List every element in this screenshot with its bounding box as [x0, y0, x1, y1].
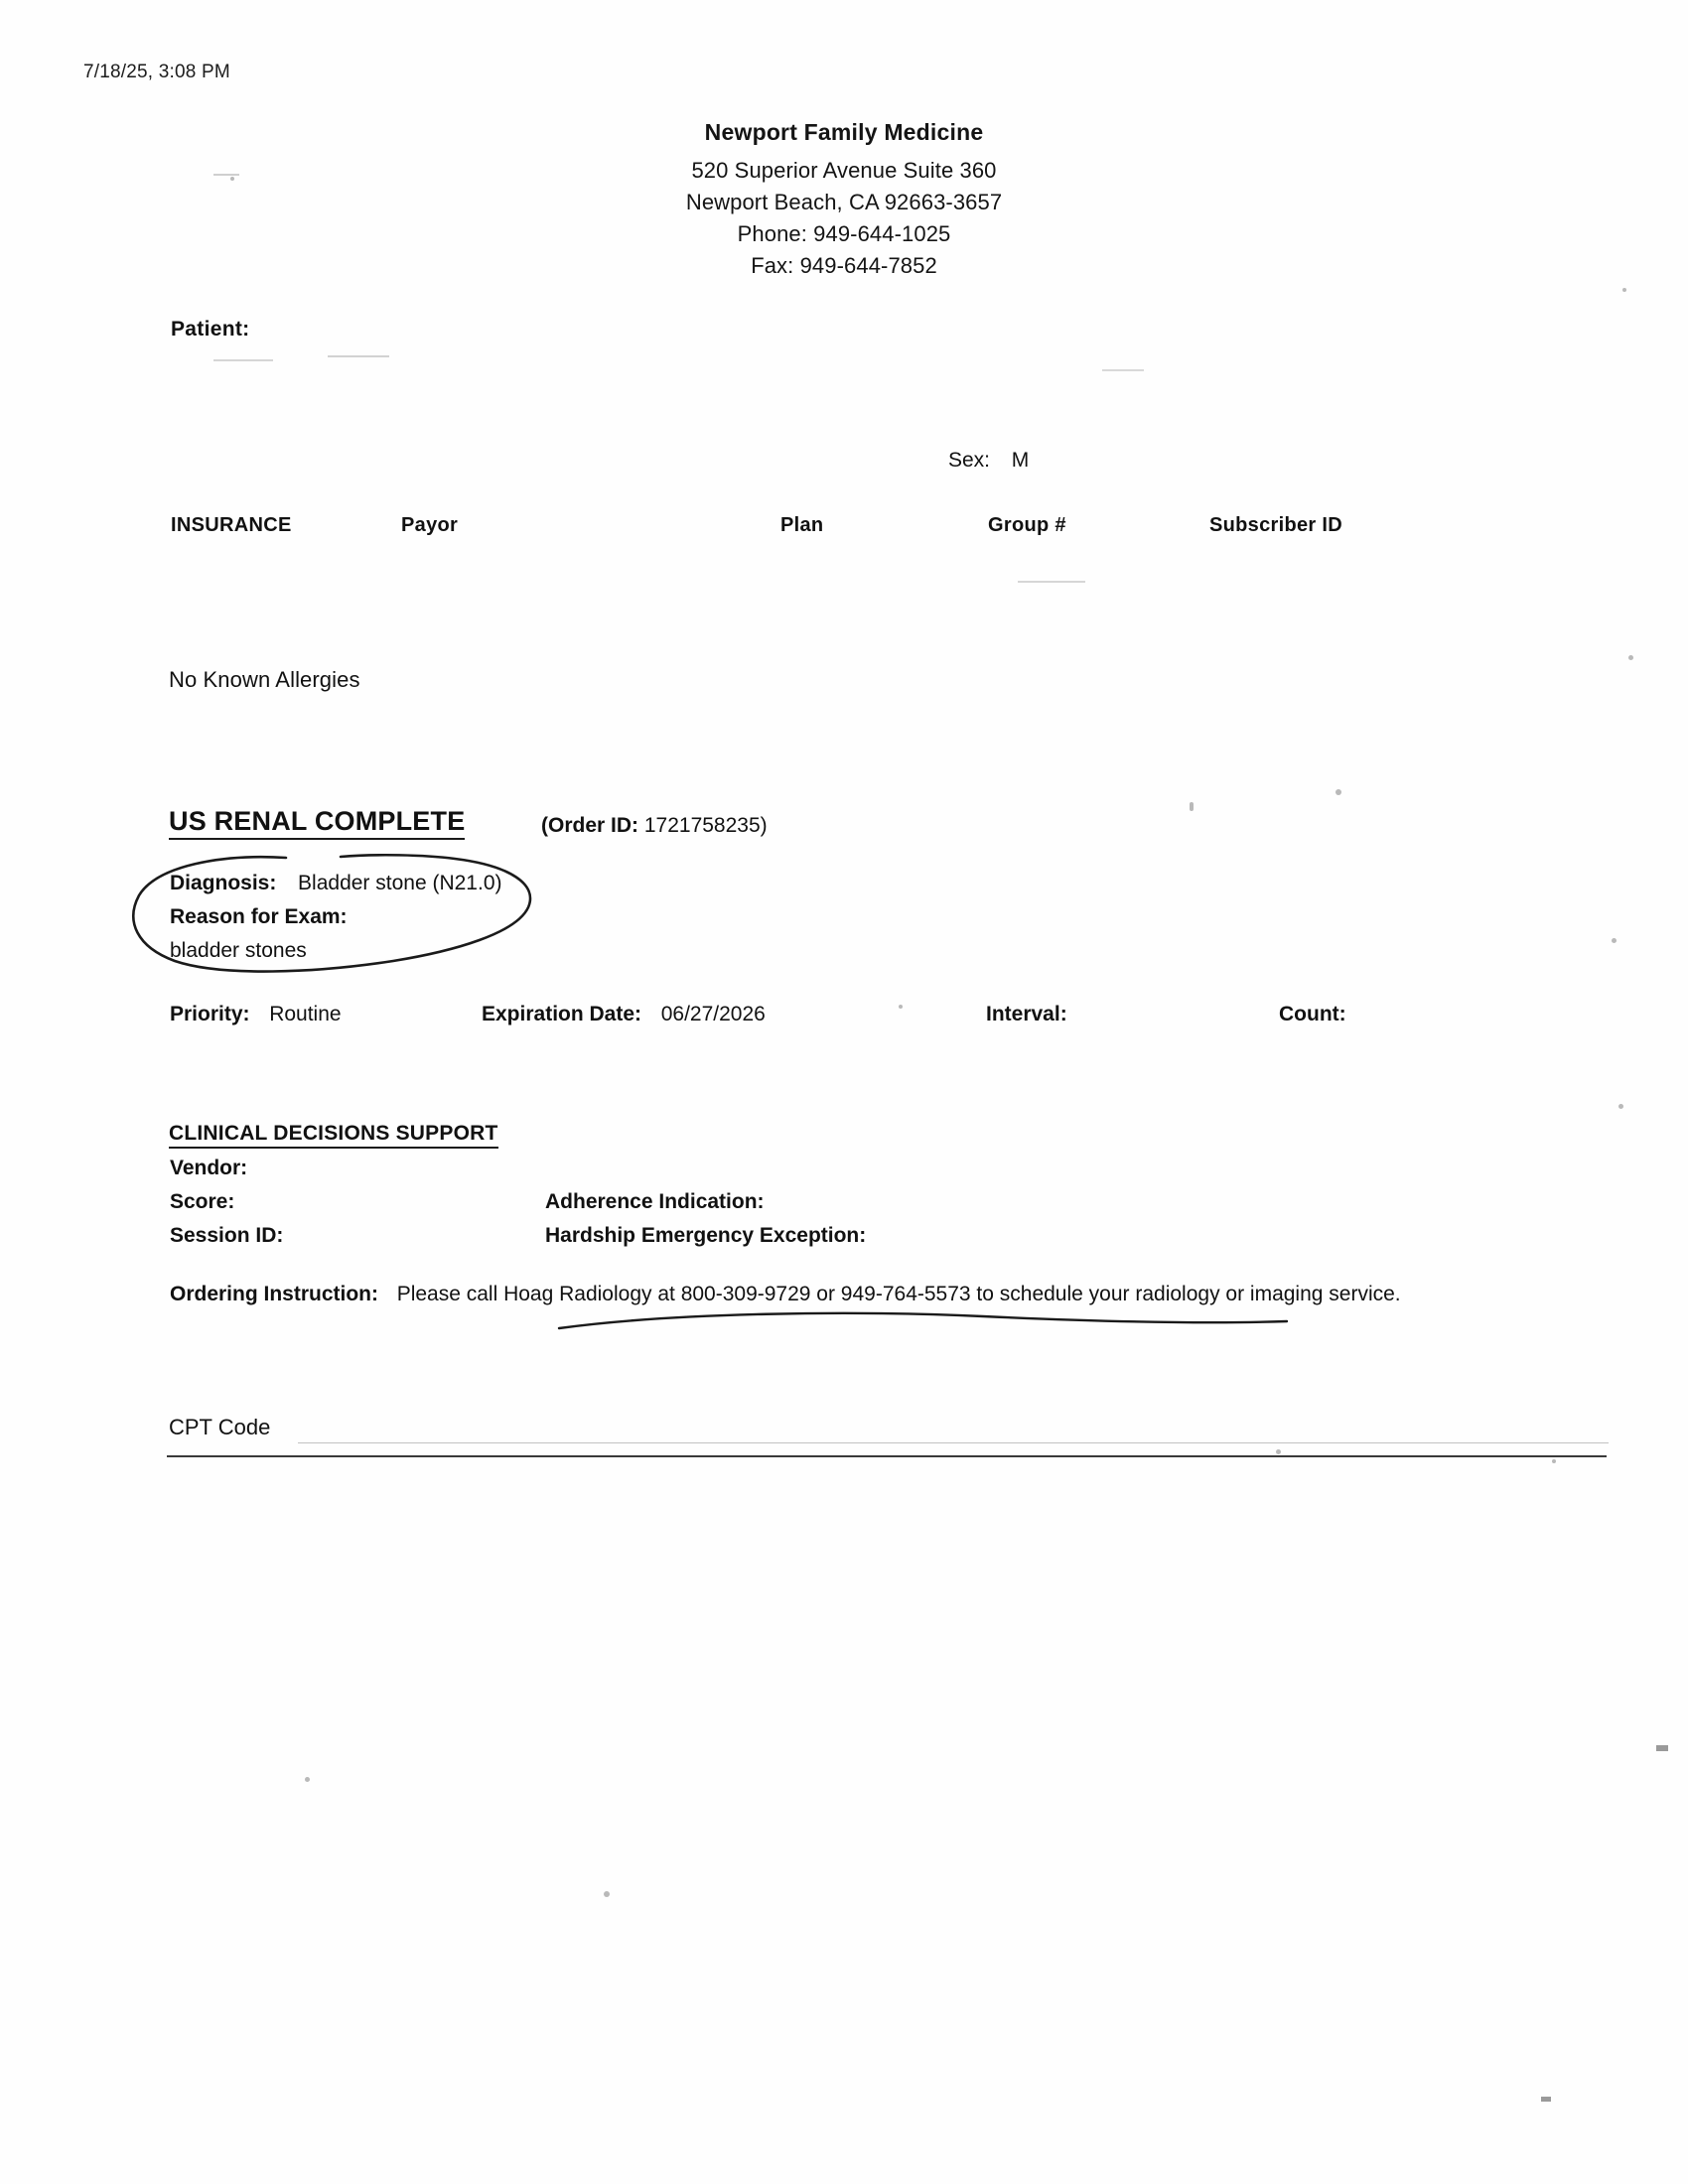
expiration-date-label: Expiration Date:	[482, 1003, 642, 1025]
scan-speck	[604, 1891, 610, 1897]
insurance-column-group: Group #	[988, 514, 1066, 536]
cds-session-id-label: Session ID:	[170, 1224, 284, 1247]
insurance-column-payor: Payor	[401, 514, 459, 536]
ordering-instruction-text: Please call Hoag Radiology at 800-309-9729 or 949-764-5573 to schedule your radiology or imaging service.	[396, 1283, 1401, 1305]
scan-speck	[1618, 1104, 1623, 1109]
patient-sex	[948, 449, 1029, 473]
scan-speck	[1612, 938, 1617, 943]
reason-for-exam-value: bladder stones	[170, 939, 307, 962]
patient-label: Patient:	[171, 318, 250, 341]
scan-speck	[1622, 288, 1626, 292]
scan-speck	[305, 1777, 310, 1782]
clinic-name: Newport Family Medicine	[704, 119, 984, 145]
scan-speck	[1336, 789, 1341, 795]
cpt-code-label: CPT Code	[169, 1415, 271, 1439]
expiration-date-value: 06/27/2026	[660, 1003, 766, 1025]
expiration-field	[482, 1003, 766, 1026]
scan-speck	[1276, 1449, 1281, 1454]
scan-speck	[1552, 1459, 1556, 1463]
priority-field	[170, 1003, 342, 1026]
sex-label: Sex:	[948, 449, 991, 472]
scan-artifact-line	[1018, 581, 1085, 583]
print-timestamp: 7/18/25, 3:08 PM	[83, 62, 230, 82]
ordering-instruction-label: Ordering Instruction:	[170, 1283, 378, 1305]
allergies-text: No Known Allergies	[169, 667, 360, 692]
insurance-section-label: INSURANCE	[171, 514, 292, 536]
priority-value: Routine	[269, 1003, 342, 1025]
cpt-faint-rule	[298, 1442, 1609, 1443]
cds-vendor-label: Vendor:	[170, 1157, 248, 1179]
reason-for-exam-label: Reason for Exam:	[170, 905, 348, 928]
scan-edge-mark	[1656, 1745, 1668, 1751]
ordering-instruction	[170, 1279, 1510, 1310]
scan-speck	[1190, 802, 1194, 811]
cds-score-label: Score:	[170, 1190, 235, 1213]
scan-speck	[230, 177, 234, 181]
cds-adherence-indication-label: Adherence Indication:	[545, 1190, 765, 1213]
clinic-address-line1: 520 Superior Avenue Suite 360	[691, 158, 997, 183]
diagnosis-label: Diagnosis:	[170, 872, 277, 894]
order-id	[541, 814, 768, 838]
insurance-column-plan: Plan	[780, 514, 824, 536]
clinic-header	[0, 119, 1688, 282]
clinical-decisions-support-title: CLINICAL DECISIONS SUPPORT	[169, 1122, 498, 1149]
cpt-rule	[167, 1455, 1607, 1457]
scan-artifact-line	[213, 359, 273, 361]
diagnosis-row	[170, 872, 502, 895]
scan-artifact-line	[328, 355, 389, 357]
clinic-phone: Phone: 949-644-1025	[737, 221, 951, 246]
scan-edge-mark	[1541, 2097, 1551, 2102]
scan-speck	[1628, 655, 1633, 660]
handwritten-underline-annotation	[556, 1308, 1291, 1334]
scan-artifact-line	[1102, 369, 1144, 371]
clinic-fax: Fax: 949-644-7852	[751, 253, 937, 278]
count-label: Count:	[1279, 1003, 1346, 1025]
diagnosis-value: Bladder stone (N21.0)	[298, 872, 502, 894]
order-title: US RENAL COMPLETE	[169, 806, 465, 840]
scan-speck	[899, 1005, 903, 1009]
order-id-value: 1721758235)	[643, 814, 768, 837]
order-id-label: (Order ID:	[541, 814, 639, 837]
interval-label: Interval:	[986, 1003, 1067, 1025]
scan-artifact-line	[213, 174, 239, 176]
priority-label: Priority:	[170, 1003, 250, 1025]
cds-hardship-exception-label: Hardship Emergency Exception:	[545, 1224, 867, 1247]
insurance-column-subscriber-id: Subscriber ID	[1209, 514, 1342, 536]
sex-value: M	[1011, 449, 1030, 472]
clinic-address-line2: Newport Beach, CA 92663-3657	[685, 190, 1003, 214]
